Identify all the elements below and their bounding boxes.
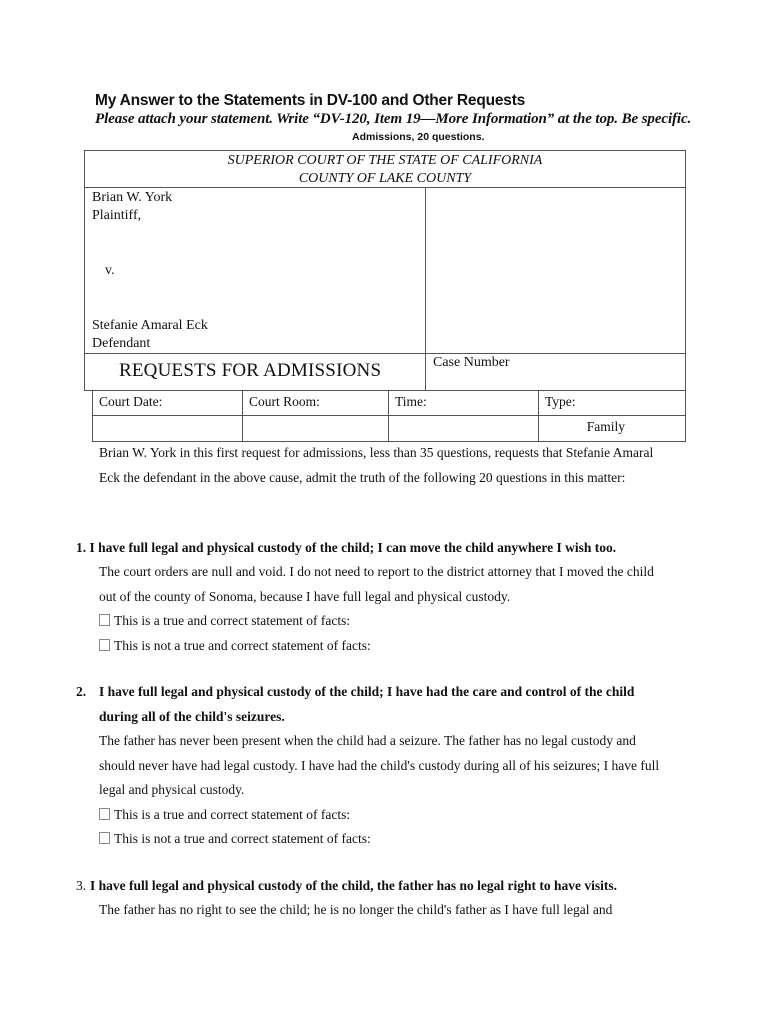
option-label: This is a true and correct statement of facts:	[114, 613, 351, 628]
checkbox-icon[interactable]	[99, 808, 110, 820]
document-title: REQUESTS FOR ADMISSIONS	[84, 353, 426, 391]
question-2-number: 2.	[76, 684, 87, 699]
court-county: COUNTY OF LAKE COUNTY	[298, 171, 472, 186]
option-label: This is not a true and correct statement of facts:	[114, 831, 371, 846]
court-date-value[interactable]	[93, 416, 243, 442]
checkbox-icon[interactable]	[99, 639, 110, 651]
question-3-number: 3.	[76, 878, 87, 893]
question-1-block	[99, 560, 674, 658]
question-1-option-false[interactable]	[99, 634, 674, 659]
plaintiff-name: Brian W. York	[92, 190, 173, 205]
case-caption-blank	[425, 187, 686, 354]
court-date-label: Court Date:	[93, 391, 243, 416]
hearing-info-table	[92, 390, 686, 442]
question-3-body: The father has no right to see the child; he is no longer the child's father as I have full legal and	[99, 902, 613, 917]
type-label: Type:	[539, 391, 686, 416]
question-1-body: The court orders are null and void. I do not need to report to the district attorney that I moved the child out of the county of Sonoma, because I have full legal and physical custody.	[99, 564, 654, 604]
question-2-heading-line1: I have full legal and physical custody of the child; I have had the care and control of the child	[99, 684, 635, 699]
type-value: Family	[539, 416, 686, 442]
versus-label: v.	[105, 263, 115, 278]
form-title: My Answer to the Statements in DV-100 and Other Requests	[95, 92, 526, 109]
defendant-name: Stefanie Amaral Eck	[92, 318, 208, 333]
case-number-box[interactable]	[425, 353, 686, 391]
form-instructions: Please attach your statement. Write “DV-120, Item 19—More Information” at the top. Be specific.	[95, 111, 692, 127]
case-caption-parties	[84, 187, 426, 354]
checkbox-icon[interactable]	[99, 614, 110, 626]
court-room-label: Court Room:	[243, 391, 389, 416]
option-label: This is a true and correct statement of facts:	[114, 806, 351, 822]
question-2-block	[99, 729, 674, 852]
court-room-value[interactable]	[243, 416, 389, 442]
intro-paragraph: Brian W. York in this first request for admissions, less than 35 questions, requests that Stefanie Amaral Eck the defendant in the above cause, admit the truth of the following 20 questions in this matter:	[99, 445, 654, 485]
form-note: Admissions, 20 questions.	[352, 131, 485, 143]
question-1-option-true[interactable]	[99, 609, 674, 634]
option-label: This is not a true and correct statement of facts:	[114, 637, 371, 653]
case-number-label: Case Number	[433, 355, 510, 370]
question-2-option-false[interactable]	[99, 827, 674, 852]
time-value[interactable]	[389, 416, 539, 442]
defendant-block	[92, 317, 208, 353]
time-label: Time:	[389, 391, 539, 416]
question-1-heading: 1. I have full legal and physical custody of the child; I can move the child anywhere I wish too.	[76, 540, 617, 555]
court-name: SUPERIOR COURT OF THE STATE OF CALIFORNIA	[227, 153, 543, 168]
question-2-option-true[interactable]	[99, 803, 674, 828]
defendant-role: Defendant	[92, 336, 151, 351]
court-header-box	[84, 150, 686, 188]
question-3-heading: I have full legal and physical custody of the child, the father has no legal right to have visits.	[90, 878, 618, 893]
checkbox-icon[interactable]	[99, 832, 110, 844]
plaintiff-role: Plaintiff,	[92, 208, 142, 223]
question-2-heading-line2: during all of the child's seizures.	[99, 709, 285, 724]
question-2-body: The father has never been present when the child had a seizure. The father has no legal custody and should never have had legal custody. I have had the child's custody during all of his seizures; I have full legal and physical custody.	[99, 733, 660, 797]
